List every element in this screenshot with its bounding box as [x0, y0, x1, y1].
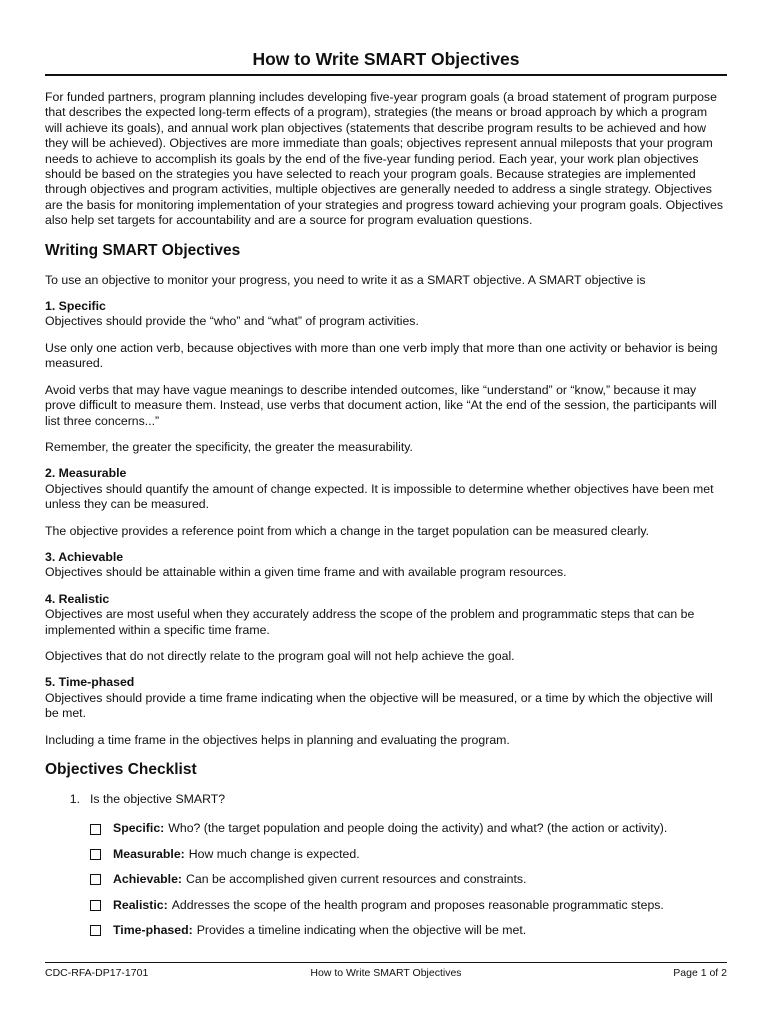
checkbox-icon[interactable]	[90, 849, 101, 860]
document-title: How to Write SMART Objectives	[45, 48, 727, 76]
checklist-item	[90, 872, 727, 887]
question-text: Is the objective SMART?	[90, 792, 226, 806]
realistic-p1: Objectives are most useful when they accurately address the scope of the problem and programmatic steps that can be implemented within a specific time frame.	[45, 607, 695, 637]
writing-heading: Writing SMART Objectives	[45, 241, 241, 259]
writing-lead: To use an objective to monitor your progress, you need to write it as a SMART objective. A SMART objective is	[45, 272, 646, 287]
checklist-label: Measurable:	[113, 846, 185, 861]
realistic-p2: Objectives that do not directly relate to the program goal will not help achieve the goal.	[45, 648, 515, 663]
checklist-text: Addresses the scope of the health program and proposes reasonable programmatic steps.	[171, 897, 664, 912]
realistic-label: 4. Realistic	[45, 591, 110, 606]
measurable-label: 2. Measurable	[45, 466, 127, 481]
section-achievable	[45, 550, 727, 581]
document-page	[45, 40, 727, 948]
checkbox-icon[interactable]	[90, 925, 101, 936]
achievable-label: 3. Achievable	[45, 549, 124, 564]
section-measurable	[45, 466, 727, 539]
specific-p3: Avoid verbs that may have vague meanings to describe intended outcomes, like “understand” or “know,” because it may prove difficult to measure them. Instead, use verbs that document action, like “At the end of the session, the participants will list three concerns...”	[45, 382, 717, 428]
page-footer	[45, 962, 727, 980]
checklist-heading: Objectives Checklist	[45, 761, 197, 778]
checkbox-icon[interactable]	[90, 900, 101, 911]
measurable-p1: Objectives should quantify the amount of change expected. It is impossible to determine whether objectives have been met unless they can be measured.	[45, 481, 714, 512]
checkbox-icon[interactable]	[90, 824, 101, 835]
specific-p2: Use only one action verb, because objectives with more than one verb imply that more than one activity or behavior is being measured.	[45, 340, 718, 371]
checkbox-icon[interactable]	[90, 874, 101, 885]
footer-doc-id: CDC-RFA-DP17-1701	[45, 967, 149, 979]
footer-title: How to Write SMART Objectives	[310, 967, 462, 979]
timephased-p2: Including a time frame in the objectives helps in planning and evaluating the program.	[45, 732, 510, 747]
checklist-label: Time-phased:	[113, 923, 193, 938]
checklist-text: How much change is expected.	[188, 846, 360, 861]
question-number: 1.	[69, 792, 80, 806]
checklist-item	[90, 923, 727, 938]
specific-p4: Remember, the greater the specificity, the greater the measurability.	[45, 439, 413, 454]
checklist-item	[90, 898, 727, 913]
measurable-p2: The objective provides a reference point from which a change in the target population can be measured clearly.	[45, 523, 650, 538]
footer-page-number: Page 1 of 2	[673, 967, 727, 979]
timephased-label: 5. Time-phased	[45, 675, 135, 690]
checklist	[90, 821, 727, 938]
achievable-p1: Objectives should be attainable within a given time frame and with available program resources.	[45, 565, 567, 580]
checklist-text: Provides a timeline indicating when the objective will be met.	[196, 923, 527, 938]
intro-paragraph: For funded partners, program planning includes developing five-year program goals (a broad statement of program purpose that describes the expected long-term effects of a program), strategies (the means or broad approach by which a program will achieve its goals), and annual work plan objectives (statements that describe program results to be achieved and how they will be achieved). Objectives are more immediate than goals; objectives represent annual mileposts that your program needs to achieve to accomplish its goals by the end of the five-year funding period. Each year, your work plan objectives should be based on the strategies you have selected to reach your program goals. Because strategies are implemented through objectives and program activities, multiple objectives are generally needed to address a single strategy. Objectives are the basis for monitoring implementation of your strategies and progress toward achieving your program goals. Objectives also help set targets for accountability and are a source for program evaluation questions.	[45, 90, 724, 228]
section-specific	[45, 299, 727, 455]
checklist-text: Who? (the target population and people doing the activity) and what? (the action or activity).	[168, 821, 668, 836]
timephased-p1: Objectives should provide a time frame indicating when the objective will be measured, or a time by which the objective will be met.	[45, 690, 713, 721]
section-realistic	[45, 592, 727, 665]
checklist-item	[90, 847, 727, 862]
checklist-question	[45, 792, 727, 807]
checklist-text: Can be accomplished given current resources and constraints.	[186, 872, 527, 887]
checklist-item	[90, 821, 727, 836]
checklist-label: Specific:	[113, 821, 165, 836]
checklist-label: Achievable:	[113, 872, 183, 887]
specific-label: 1. Specific	[45, 299, 106, 314]
specific-p1: Objectives should provide the “who” and “what” of program activities.	[45, 314, 419, 329]
checklist-label: Realistic:	[113, 897, 168, 912]
section-timephased	[45, 675, 727, 748]
